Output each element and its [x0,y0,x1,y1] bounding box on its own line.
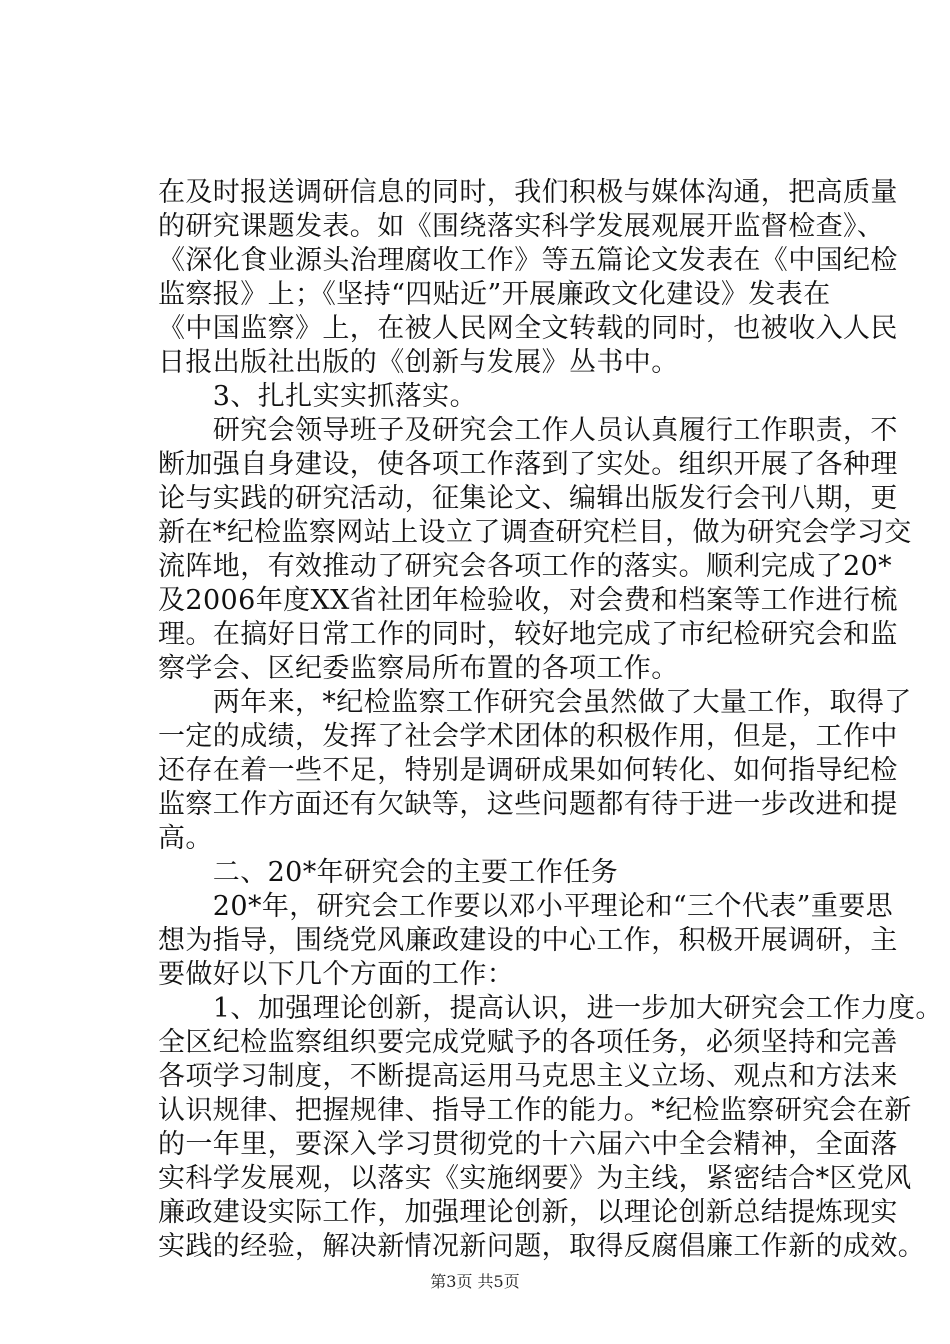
text-line: 一定的成绩，发挥了社会学术团体的积极作用，但是，工作中 [158,721,898,752]
text-line: 认识规律、把握规律、指导工作的能力。*纪检监察研究会在新 [158,1095,912,1126]
text-line: 《中国监察》上，在被人民网全文转载的同时，也被收入人民 [158,313,898,344]
document-body [158,176,943,1264]
text-line: 理。在搞好日常工作的同时，较好地完成了市纪检研究会和监 [158,619,898,650]
text-line: 廉政建设实际工作，加强理论创新，以理论创新总结提炼现实 [158,1197,898,1228]
text-line: 两年来，*纪检监察工作研究会虽然做了大量工作，取得了 [158,687,912,718]
text-line: 在及时报送调研信息的同时，我们积极与媒体沟通，把高质量 [158,177,898,208]
text-line: 流阵地，有效推动了研究会各项工作的落实。顺利完成了20* [158,551,893,582]
text-line: 的研究课题发表。如《围绕落实科学发展观展开监督检查》、 [158,211,885,242]
text-line: 的一年里，要深入学习贯彻党的十六届六中全会精神，全面落 [158,1129,898,1160]
text-line: 断加强自身建设，使各项工作落到了实处。组织开展了各种理 [158,449,898,480]
text-line: 高。 [158,823,213,854]
text-line: 监察工作方面还有欠缺等，这些问题都有待于进一步改进和提 [158,789,898,820]
text-line: 要做好以下几个方面的工作： [158,959,515,990]
text-line: 还存在着一些不足，特别是调研成果如何转化、如何指导纪检 [158,755,898,786]
text-line: 研究会领导班子及研究会工作人员认真履行工作职责，不 [158,415,898,446]
text-line: 20*年，研究会工作要以邓小平理论和“三个代表”重要思 [158,891,894,922]
text-line: 日报出版社出版的《创新与发展》丛书中。 [158,347,679,378]
page-footer [0,1272,950,1292]
text-line: 新在*纪检监察网站上设立了调查研究栏目，做为研究会学习交 [158,517,912,548]
text-line: 论与实践的研究活动，征集论文、编辑出版发行会刊八期，更 [158,483,898,514]
page-number: 第3页 共5页 [430,1272,520,1291]
text-line: 及2006年度XX省社团年检验收，对会费和档案等工作进行梳 [158,585,898,616]
section-heading: 二、20*年研究会的主要工作任务 [158,857,619,888]
text-line: 实践的经验，解决新情况新问题，取得反腐倡廉工作新的成效。 [158,1231,926,1262]
text-line: 监察报》上；《坚持“四贴近”开展廉政文化建设》发表在 [158,279,831,310]
text-line: 1、加强理论创新，提高认识，进一步加大研究会工作力度。 [158,993,943,1024]
text-line: 全区纪检监察组织要完成党赋予的各项任务，必须坚持和完善 [158,1027,898,1058]
section-heading: 3、扎扎实实抓落实。 [158,381,477,412]
text-line: 察学会、区纪委监察局所布置的各项工作。 [158,653,679,684]
text-line: 《深化食业源头治理腐收工作》等五篇论文发表在《中国纪检 [158,245,898,276]
text-line: 想为指导，围绕党风廉政建设的中心工作，积极开展调研，主 [158,925,898,956]
text-line: 各项学习制度，不断提高运用马克思主义立场、观点和方法来 [158,1061,898,1092]
text-line: 实科学发展观，以落实《实施纲要》为主线，紧密结合*区党风 [158,1163,912,1194]
